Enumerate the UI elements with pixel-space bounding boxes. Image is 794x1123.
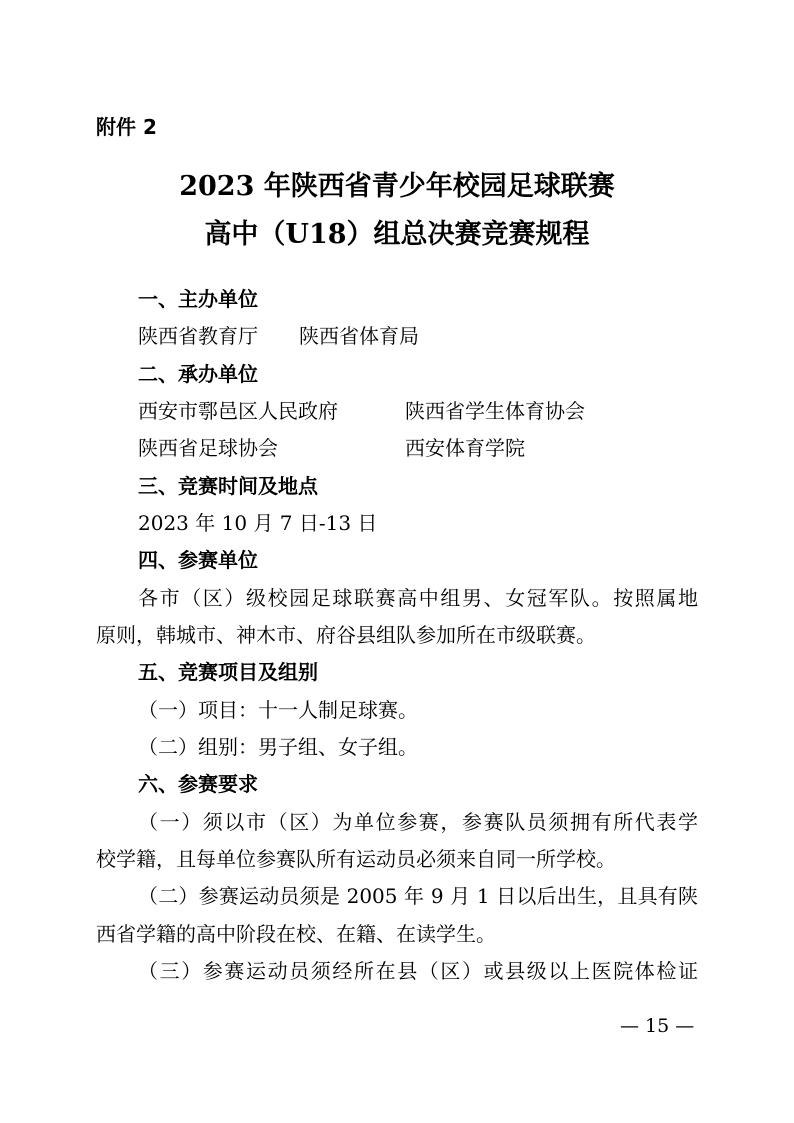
participants-line1: 各市（区）级校园足球联赛高中组男、女冠军队。按照属地 (138, 586, 698, 610)
requirement-2-line1: （二）参赛运动员须是 2005 年 9 月 1 日以后出生，且具有陕 (138, 884, 698, 908)
requirement-1-line2: 校学籍，且每单位参赛队所有运动员必须来自同一所学校。 (96, 847, 616, 871)
requirement-3-line1: （三）参赛运动员须经所在县（区）或县级以上医院体检证 (138, 959, 698, 983)
host-org-4: 西安体育学院 (405, 436, 525, 460)
participants-line2: 原则，韩城市、神木市、府谷县组队参加所在市级联赛。 (96, 623, 596, 647)
host-org-3: 陕西省足球协会 (138, 436, 278, 460)
group-item: （二）组别：男子组、女子组。 (138, 735, 418, 759)
host-org-1: 西安市鄠邑区人民政府 (138, 399, 338, 423)
section6-heading: 六、参赛要求 (138, 772, 258, 796)
section4-heading: 四、参赛单位 (138, 548, 258, 572)
document-title-line1: 2023 年陕西省青少年校园足球联赛 (179, 171, 615, 202)
section3-heading: 三、竞赛时间及地点 (138, 474, 318, 498)
section5-heading: 五、竞赛项目及组别 (138, 660, 318, 684)
requirement-1-line1: （一）须以市（区）为单位参赛，参赛队员须拥有所代表学 (138, 810, 698, 834)
section1-heading: 一、主办单位 (138, 287, 258, 311)
requirement-2-line2: 西省学籍的高中阶段在校、在籍、在读学生。 (96, 922, 496, 946)
page-number: — 15 — (620, 1015, 695, 1037)
event-item: （一）项目：十一人制足球赛。 (138, 698, 418, 722)
section2-heading: 二、承办单位 (138, 362, 258, 386)
attachment-label: 附件 2 (96, 115, 157, 139)
organizer-1: 陕西省教育厅 (138, 324, 258, 348)
competition-dates: 2023 年 10 月 7 日-13 日 (138, 511, 378, 535)
organizer-2: 陕西省体育局 (299, 324, 419, 348)
document-title-line2: 高中（U18）组总决赛竞赛规程 (204, 219, 590, 250)
host-org-2: 陕西省学生体育协会 (405, 399, 585, 423)
